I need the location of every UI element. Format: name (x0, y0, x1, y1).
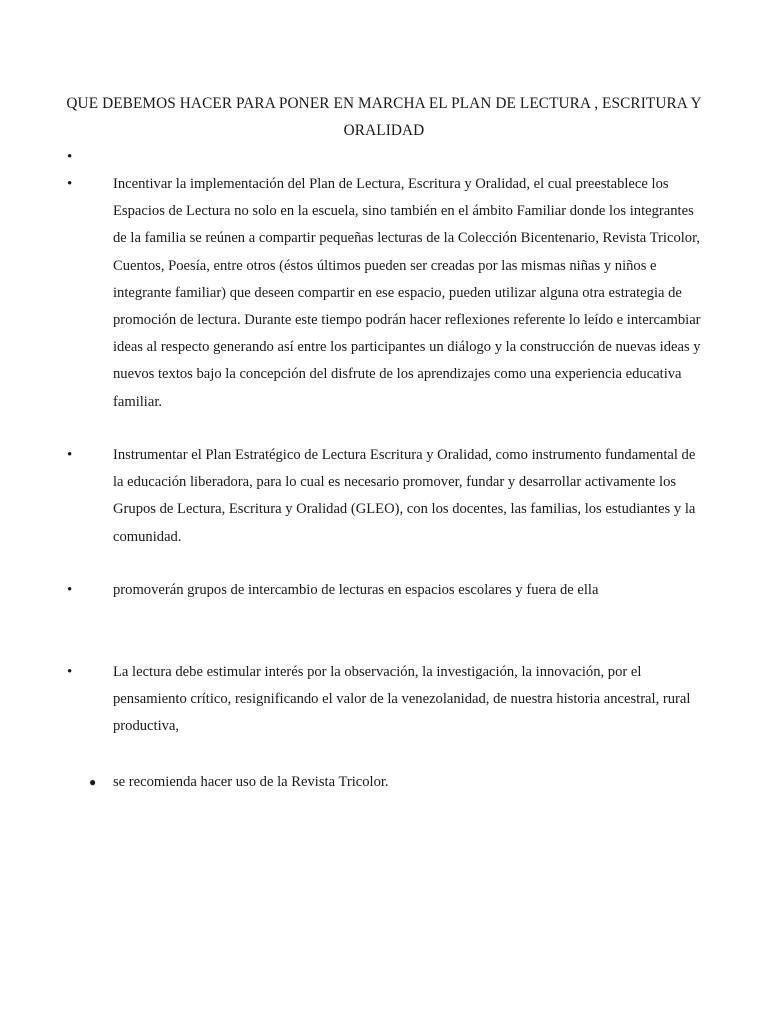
bullet-marker: • (67, 664, 73, 680)
sub-list-item-revista: se recomienda hacer uso de la Revista Tricolor. (113, 774, 389, 790)
list-item-incentivar: Incentivar la implementación del Plan de Lectura, Escritura y Oralidad, el cual preestablece los Espacios de Lectura no solo en la escuela, sino también en el ámbito Familiar donde los integrantes de la familia se reúnen a compartir pequeñas lecturas de la Colección Bicentenario, Revista Tricolor, Cuentos, Poesía, entre otros (éstos últimos pueden ser creadas por las mismas niñas y niños e integrante familiar) que deseen compartir en ese espacio, pueden utilizar alguna otra estrategia de promoción de lectura. Durante este tiempo podrán hacer reflexiones referente lo leído e intercambiar ideas al respecto generando así entre los participantes un diálogo y la construcción de nuevas ideas y nuevos textos bajo la concepción del disfrute de los aprendizajes como una experiencia educativa familiar. (113, 176, 701, 410)
list-item-instrumentar: Instrumentar el Plan Estratégico de Lectura Escritura y Oralidad, como instrumento fundamental de la educación liberadora, para lo cual es necesario promover, fundar y desarrollar activamente los Grupos de Lectura, Escritura y Oralidad (GLEO), con los docentes, las familias, los estudiantes y la comunidad. (113, 447, 696, 545)
bullet-marker: • (67, 447, 73, 463)
list-item-la-lectura: La lectura debe estimular interés por la observación, la investigación, la innovación, por el pensamiento crítico, resignificando el valor de la venezolanidad, de nuestra historia ancestral, rural productiva, (113, 664, 691, 735)
bullet-marker: • (67, 582, 73, 598)
bullet-marker: • (67, 176, 73, 192)
sub-bullet-marker: ● (89, 775, 97, 789)
list-item-promoveran: promoverán grupos de intercambio de lecturas en espacios escolares y fuera de ella (113, 582, 599, 598)
document-title: QUE DEBEMOS HACER PARA PONER EN MARCHA EL PLAN DE LECTURA , ESCRITURA Y ORALIDAD (66, 95, 702, 139)
bullet-marker: • (67, 149, 73, 165)
